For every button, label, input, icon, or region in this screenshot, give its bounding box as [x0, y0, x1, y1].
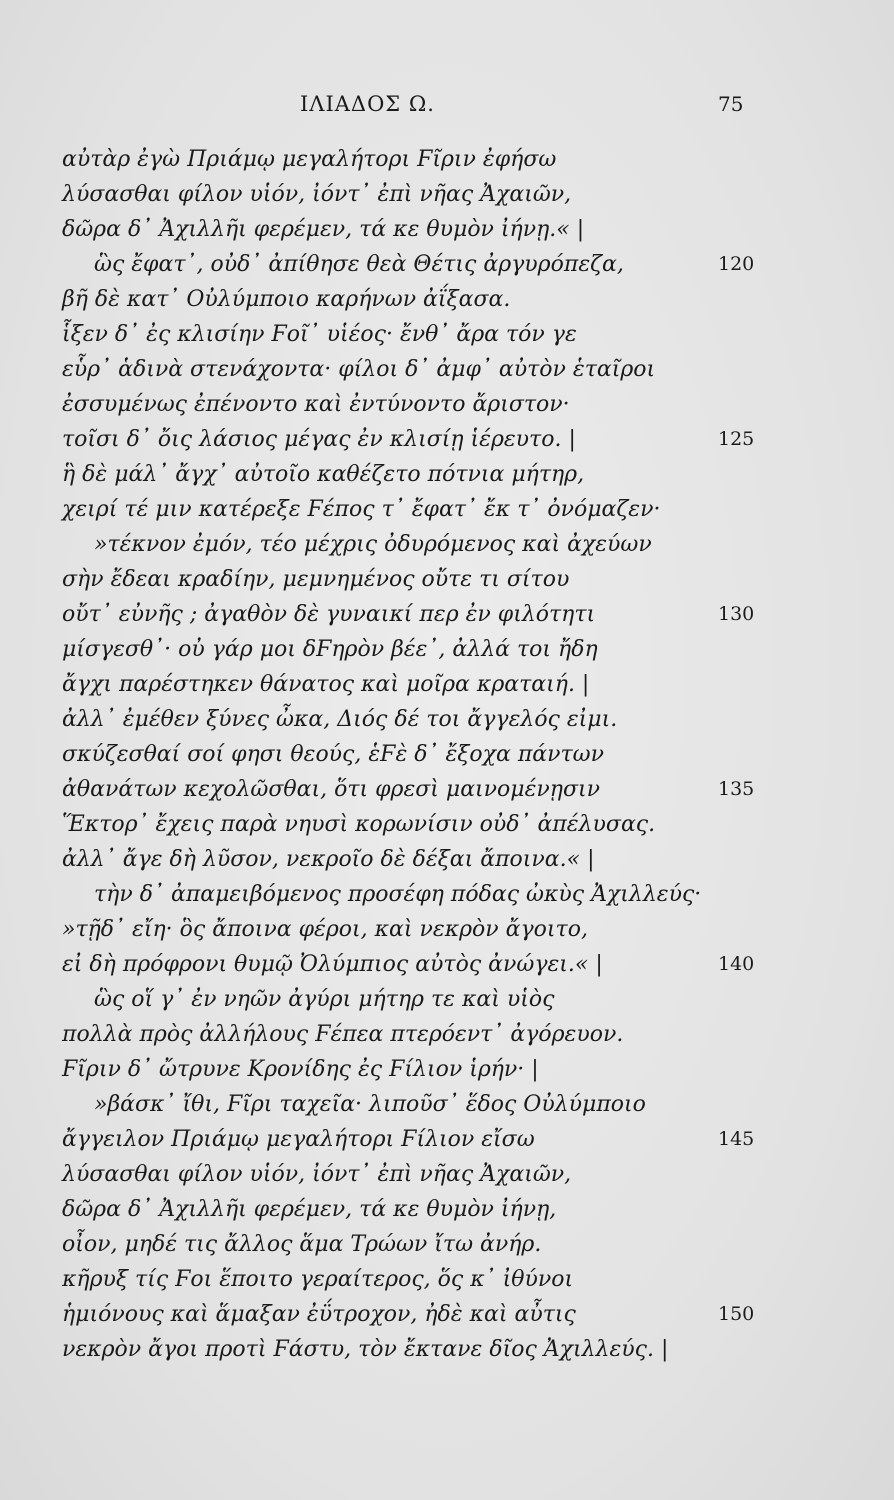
verse-line [0, 177, 894, 212]
verse-text: ἣ δὲ μάλ᾽ ἄγχ᾽ αὐτοῖο καθέζετο πότνια μήτηρ, [62, 462, 585, 487]
verse-line [0, 667, 894, 702]
verse-text: »βάσκ᾽ ἴθι, Ϝῖρι ταχεῖα· λιποῦσ᾽ ἕδος Οὐλύμποιο [94, 1092, 646, 1117]
verse-line [0, 1052, 894, 1087]
verse-text: ἀλλ᾽ ἐμέθεν ξύνες ὦκα, Διός δέ τοι ἄγγελός εἰμι. [62, 707, 618, 732]
verse-text: βῆ δὲ κατ᾽ Οὐλύμποιο καρήνων ἀΐξασα. [62, 287, 511, 312]
verse-text: σκύζεσθαί σοί φησι θεούς, ἑϜὲ δ᾽ ἔξοχα πάντων [62, 742, 604, 767]
verse-line [0, 807, 894, 842]
verse-text: ἀλλ᾽ ἄγε δὴ λῦσον, νεκροῖο δὲ δέξαι ἄποινα.« | [62, 847, 595, 872]
verse-text: Ἕκτορ᾽ ἔχεις παρὰ νηυσὶ κορωνίσιν οὐδ᾽ ἀπέλυσας. [62, 812, 656, 837]
verse-text: Ϝῖριν δ᾽ ὤτρυνε Κρονίδης ἐς Ϝίλιον ἱρήν· | [62, 1057, 539, 1082]
verse-text: »τῇδ᾽ εἴη· ὃς ἄποινα φέροι, καὶ νεκρὸν ἄγοιτο, [62, 917, 588, 942]
verse-text: εἰ δὴ πρόφρονι θυμῷ Ὀλύμπιος αὐτὸς ἀνώγει.« | [62, 952, 603, 977]
verse-line [0, 1017, 894, 1052]
verse-text: ὣς οἵ γ᾽ ἐν νηῶν ἀγύρι μήτηρ τε καὶ υἱὸς [94, 987, 555, 1012]
verse-text: δῶρα δ᾽ Ἀχιλλῆι φερέμεν, τά κε θυμὸν ἰήνῃ, [62, 1197, 557, 1222]
line-number: 140 [718, 953, 755, 975]
verse-text: εὗρ᾽ ἁδινὰ στενάχοντα· φίλοι δ᾽ ἀμφ᾽ αὐτὸν ἑταῖροι [62, 357, 656, 382]
running-title: ΙΛΙΑΔΟΣ Ω. [300, 92, 435, 116]
page-header [0, 92, 894, 122]
verse-line [0, 912, 894, 947]
verse-line [0, 1157, 894, 1192]
verse-text: ὣς ἔφατ᾽, οὐδ᾽ ἀπίθησε θεὰ Θέτις ἀργυρόπεζα, [94, 252, 624, 277]
verse-text: μίσγεσθ᾽· οὐ γάρ μοι δϜηρὸν βέε᾽, ἀλλά τοι ἤδη [62, 637, 598, 662]
line-number: 130 [718, 603, 755, 625]
verse-text: ἄγγειλον Πριάμῳ μεγαλήτορι Ϝίλιον εἴσω [62, 1127, 535, 1152]
verse-text: ἄγχι παρέστηκεν θάνατος καὶ μοῖρα κραταιή. | [62, 672, 590, 697]
line-number: 120 [718, 253, 755, 275]
verse-line [0, 492, 894, 527]
verse-line [0, 457, 894, 492]
verse-block [0, 142, 894, 1367]
verse-line [0, 1332, 894, 1367]
verse-line [0, 317, 894, 352]
verse-line [0, 772, 894, 807]
verse-line [0, 632, 894, 667]
verse-line [0, 842, 894, 877]
verse-line [0, 737, 894, 772]
verse-line [0, 527, 894, 562]
verse-line [0, 1192, 894, 1227]
verse-line [0, 387, 894, 422]
line-number: 150 [718, 1303, 755, 1325]
verse-line [0, 422, 894, 457]
verse-text: λύσασθαι φίλον υἱόν, ἰόντ᾽ ἐπὶ νῆας Ἀχαιῶν, [62, 1162, 572, 1187]
verse-text: αὐτὰρ ἐγὼ Πριάμῳ μεγαλήτορι Ϝῖριν ἐφήσω [62, 147, 557, 172]
verse-line [0, 247, 894, 282]
verse-line [0, 597, 894, 632]
verse-line [0, 1087, 894, 1122]
verse-line [0, 1122, 894, 1157]
verse-text: λύσασθαι φίλον υἱόν, ἰόντ᾽ ἐπὶ νῆας Ἀχαιῶν, [62, 182, 572, 207]
verse-text: ἷξεν δ᾽ ἐς κλισίην Ϝοῖ᾽ υἱέος· ἔνθ᾽ ἄρα τόν γε [62, 322, 577, 347]
verse-line [0, 1227, 894, 1262]
line-number: 145 [718, 1128, 755, 1150]
verse-text: σὴν ἔδεαι κραδίην, μεμνημένος οὔτε τι σίτου [62, 567, 570, 592]
verse-text: »τέκνον ἐμόν, τέο μέχρις ὀδυρόμενος καὶ ἀχεύων [94, 532, 652, 557]
verse-line [0, 982, 894, 1017]
verse-text: νεκρὸν ἄγοι προτὶ Ϝάστυ, τὸν ἔκτανε δῖος Ἀχιλλεύς. | [62, 1337, 669, 1362]
verse-line [0, 877, 894, 912]
line-number: 125 [718, 428, 755, 450]
verse-text: χειρί τέ μιν κατέρεξε Ϝέπος τ᾽ ἔφατ᾽ ἔκ τ᾽ ὀνόμαζεν· [62, 497, 661, 522]
verse-text: ἀθανάτων κεχολῶσθαι, ὅτι φρεσὶ μαινομένῃσιν [62, 777, 600, 802]
verse-text: ἡμιόνους καὶ ἅμαξαν ἐΰτροχον, ἠδὲ καὶ αὖτις [62, 1302, 576, 1327]
verse-line [0, 1262, 894, 1297]
verse-text: ἐσσυμένως ἐπένοντο καὶ ἐντύνοντο ἄριστον· [62, 392, 570, 417]
verse-text: οἶον, μηδέ τις ἄλλος ἅμα Τρώων ἴτω ἀνήρ. [62, 1232, 542, 1257]
verse-line [0, 562, 894, 597]
verse-text: τοῖσι δ᾽ ὄις λάσιος μέγας ἐν κλισίῃ ἱέρευτο. | [62, 427, 576, 452]
verse-line [0, 142, 894, 177]
verse-line [0, 947, 894, 982]
page-number: 75 [718, 92, 744, 116]
verse-text: τὴν δ᾽ ἀπαμειβόμενος προσέφη πόδας ὠκὺς Ἀχιλλεύς· [94, 882, 702, 907]
verse-line [0, 352, 894, 387]
verse-line [0, 212, 894, 247]
verse-text: πολλὰ πρὸς ἀλλήλους Ϝέπεα πτερόεντ᾽ ἀγόρευον. [62, 1022, 624, 1047]
verse-line [0, 282, 894, 317]
verse-text: δῶρα δ᾽ Ἀχιλλῆι φερέμεν, τά κε θυμὸν ἰήνῃ.« | [62, 217, 585, 242]
verse-text: οὔτ᾽ εὐνῆς ; ἀγαθὸν δὲ γυναικί περ ἐν φιλότητι [62, 602, 596, 627]
verse-text: κῆρυξ τίς Ϝοι ἕποιτο γεραίτερος, ὅς κ᾽ ἰθύνοι [62, 1267, 574, 1292]
verse-line [0, 1297, 894, 1332]
line-number: 135 [718, 778, 755, 800]
verse-line [0, 702, 894, 737]
